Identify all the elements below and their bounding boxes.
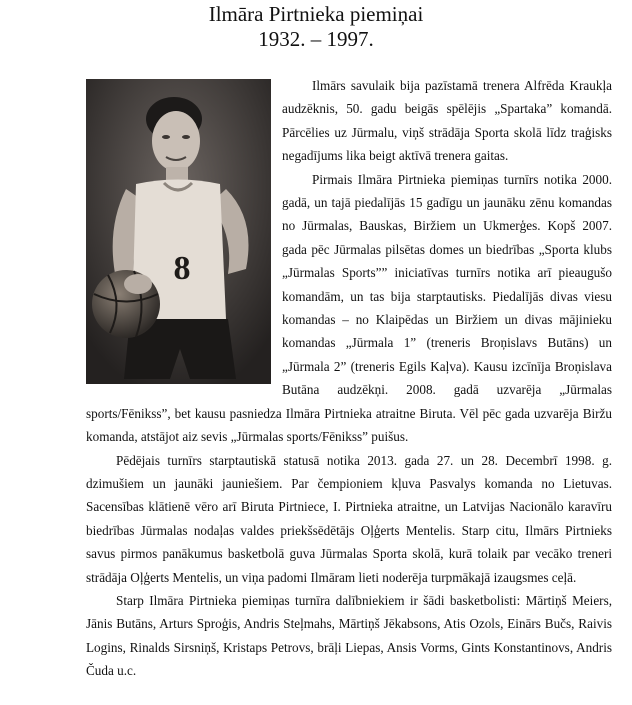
paragraph: Pirmais Ilmāra Pirtnieka piemiņas turnīrs notika 2000. gadā, un tajā piedalījās 15 gadīgu un jaunāku zēnu komandas no Jūrmalas, Bauskas, Biržiem un Ukmerģes. Kopš 2007. gada pēc Jūrmalas pilsētas domes un biedrības „Sporta klubs „Jūrmalas Sports”” iniciatīvas turnīrs notika arī pieaugušo komandām, un tas bija starptautisks. Piedalījās divas viesu komandas – no Klaipēdas un Biržiem un divas mājinieku komandas „Jūrmala 1” (treneris Broņislavs Butāns) un „Jūrmala 2” (treneris Egils Kaļva). Kausu izcīnīja Broņislava Butāna audzēkņi. 2008. gadā uzvarēja „Jūrmalas sports/Fēnikss”, bet kausu pasniedza Ilmāra Pirtnieka atraitne Biruta. Vēl pēc gada uzvarēja Biržu komanda, atstājot aiz sevis „Jūrmalas sports/Fēnikss” puišus.	[86, 171, 612, 445]
paragraph: Ilmārs savulaik bija pazīstamā trenera Alfrēda Kraukļa audzēknis, 50. gadu beigās spēlējis „Spartaka” komandā. Pārcēlies uz Jūrmalu, viņš strādāja Sporta skolā līdz traģisks negadījums lika beigt aktīvā trenera gaitas.	[282, 78, 612, 164]
page-subtitle-years: 1932. – 1997.	[258, 27, 374, 51]
article-body	[86, 74, 612, 683]
paragraph: Starp Ilmāra Pirtnieka piemiņas turnīra dalībniekiem ir šādi basketbolisti: Mārtiņš Meiers, Jānis Butāns, Arturs Sproģis, Andris Steļmahs, Mārtiņš Jēkabsons, Atis Ozols, Einārs Bučs, Raivis Logins, Rinalds Sirsniņš, Kristaps Petrovs, brāļi Liepas, Ansis Vorms, Gints Konstantinovs, Andris Čuda u.c.	[86, 592, 612, 679]
page-title: Ilmāra Pirtnieka piemiņai	[208, 2, 424, 26]
photo-spacer	[86, 74, 282, 386]
paragraph: Pēdējais turnīrs starptautiskā statusā notika 2013. gada 27. un 28. Decembrī 1998. g. dzimušiem un jaunāki jauniešiem. Par čempioniem kļuva Pasvalys komanda no Lietuvas. Sacensības klātienē vēro arī Biruta Pirtniece, I. Pirtnieka atraitne, un Latvijas Nacionālo karavīru biedrības Jūrmalas nodaļas valdes priekšsēdētājs Oļģerts Mentelis. Starp citu, Ilmārs Pirtnieks savus pirmos panākumus basketbolā guva Jūrmalas Sporta skolā, kurā tolaik par vecāko treneri strādāja Oļģerts Mentelis, un viņa padomi Ilmāram lieti noderēja turpmākajā izaugsmes ceļā.	[86, 452, 612, 585]
jersey-number: 8	[173, 250, 191, 287]
